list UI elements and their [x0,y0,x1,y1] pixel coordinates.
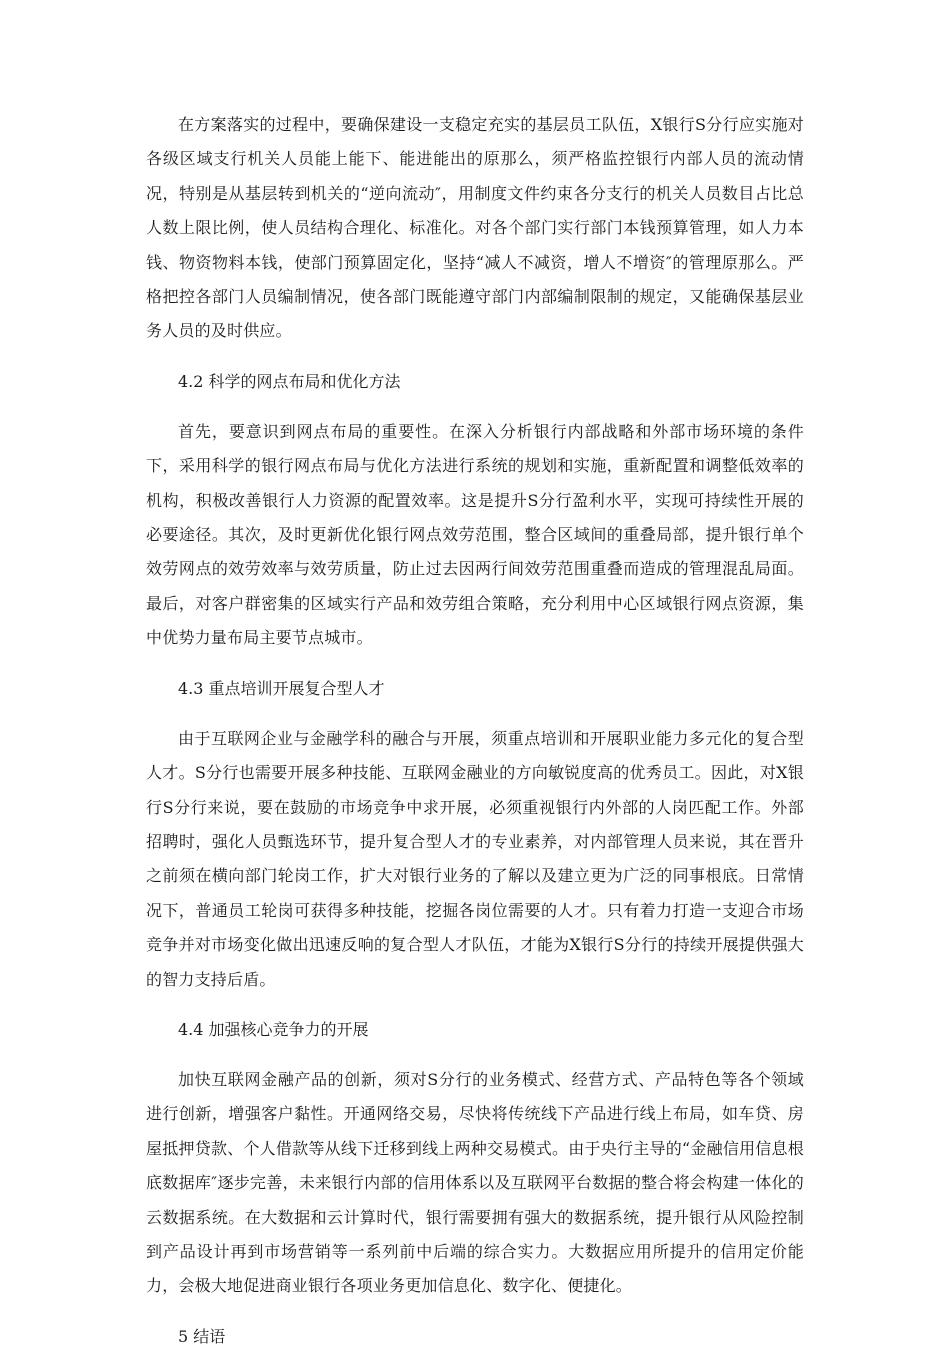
section-heading: 4.2 科学的网点布局和优化方法 [178,371,401,391]
body-paragraph: 加快互联网金融产品的创新，须对S分行的业务模式、经营方式、产品特色等各个领域进行创新，增强客户黏性。开通网络交易，尽快将传统线下产品进行线上布局，如车贷、房屋抵押贷款、个人借款等从线下迁移到线上两种交易模式。由于央行主导的“金融信用信息根底数据库″逐步完善，未来银行内部的信用体系以及互联网平台数据的整合将会构建一体化的云数据系统。在大数据和云计算时代，银行需要拥有强大的数据系统，提升银行从风险控制到产品设计再到市场营销等一系列前中后端的综合实力。大数据应用所提升的信用定价能力，会极大地促进商业银行各项业务更加信息化、数字化、便捷化。 [146,1069,804,1296]
document-page [146,108,804,1354]
body-paragraph: 在方案落实的过程中，要确保建设一支稳定充实的基层员工队伍，X银行S分行应实施对各级区域支行机关人员能上能下、能进能出的原那么，须严格监控银行内部人员的流动情况，特别是从基层转到机关的“逆向流动″，用制度文件约束各分支行的机关人员数目占比总人数上限比例，使人员结构合理化、标准化。对各个部门实行部门本钱预算管理，如人力本钱、物资物料本钱，使部门预算固定化，坚持“减人不减资，增人不增资″的管理原那么。严格把控各部门人员编制情况，使各部门既能遵守部门内部编制限制的规定，又能确保基层业务人员的及时供应。 [146,115,804,341]
section-heading: 5 结语 [178,1326,226,1346]
body-paragraph: 由于互联网企业与金融学科的融合与开展，须重点培训和开展职业能力多元化的复合型人才。S分行也需要开展多种技能、互联网金融业的方向敏锐度高的优秀员工。因此，对X银行S分行来说，要在鼓励的市场竞争中求开展，必须重视银行内外部的人岗匹配工作。外部招聘时，强化人员甄选环节，提升复合型人才的专业素养，对内部管理人员来说，其在晋升之前须在横向部门轮岗工作，扩大对银行业务的了解以及建立更为广泛的同事根底。日常情况下，普通员工轮岗可获得多种技能，挖掘各岗位需要的人才。只有着力打造一支迎合市场竞争并对市场变化做出迅速反响的复合型人才队伍，才能为X银行S分行的持续开展提供强大的智力支持后盾。 [146,728,804,989]
section-heading: 4.3 重点培训开展复合型人才 [178,678,385,698]
body-paragraph: 首先，要意识到网点布局的重要性。在深入分析银行内部战略和外部市场环境的条件下，采用科学的银行网点布局与优化方法进行系统的规划和实施，重新配置和调整低效率的机构，积极改善银行人力资源的配置效率。这是提升S分行盈利水平，实现可持续性开展的必要途径。其次，及时更新优化银行网点效劳范围，整合区域间的重叠局部，提升银行单个效劳网点的效劳效率与效劳质量，防止过去因两行间效劳范围重叠而造成的管理混乱局面。最后，对客户群密集的区域实行产品和效劳组合策略，充分利用中心区域银行网点资源，集中优势力量布局主要节点城市。 [146,421,804,648]
section-heading: 4.4 加强核心竞争力的开展 [178,1019,369,1039]
